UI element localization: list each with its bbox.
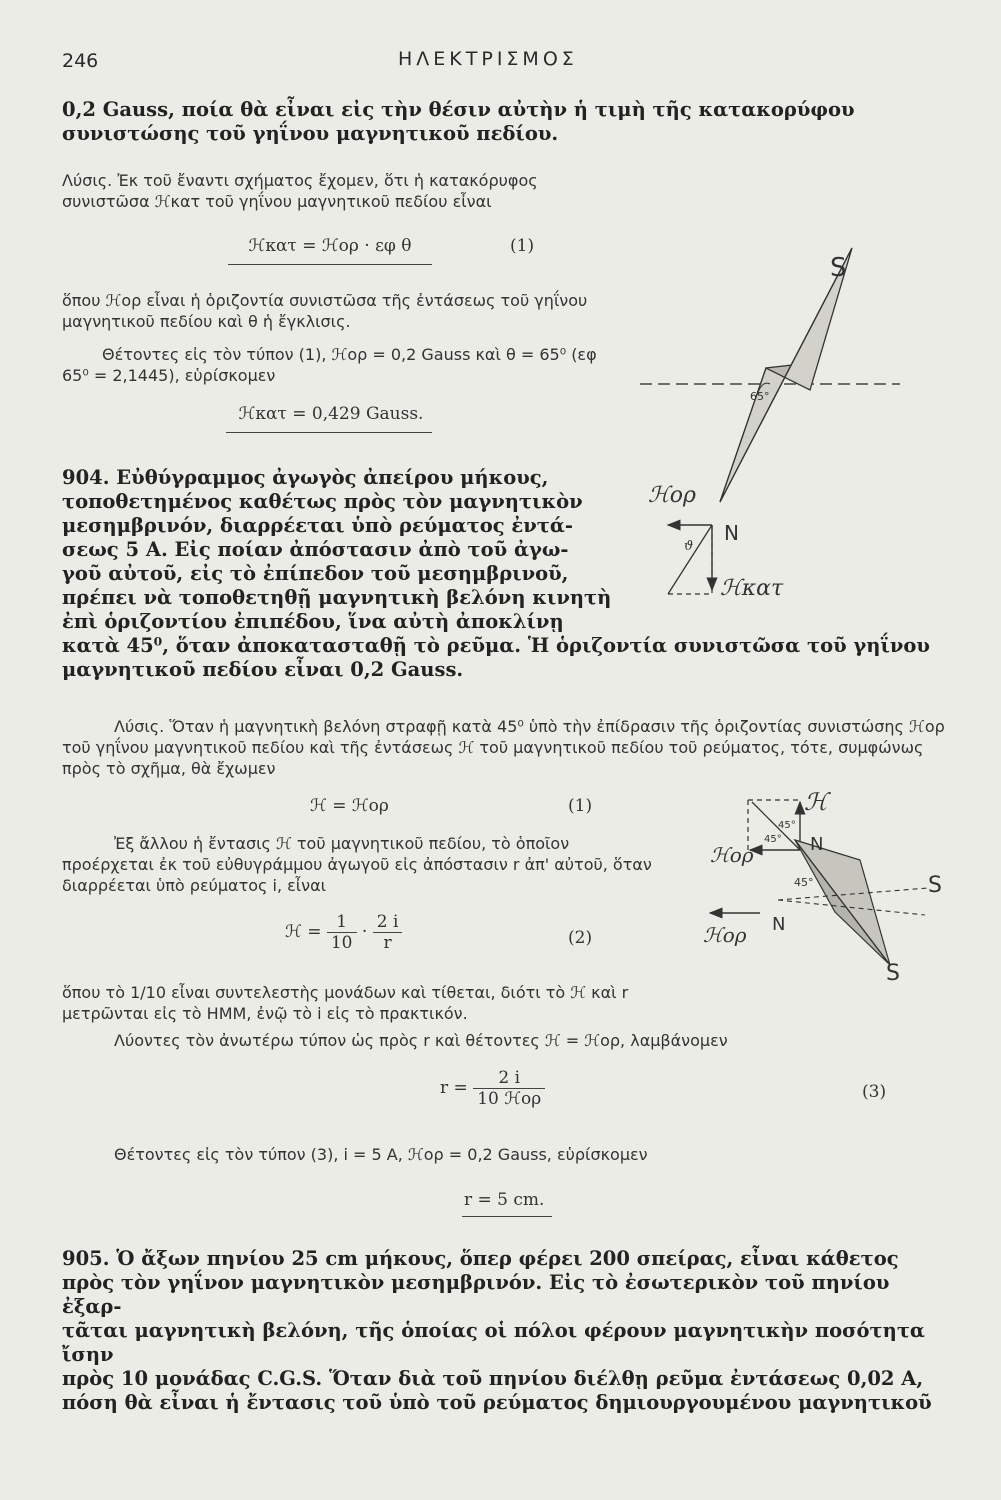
problem-904-line: κατὰ 45⁰, ὅταν ἀποκατασταθῇ τὸ ρεῦμα. Ἡ ὁριζοντία συνιστῶσα τοῦ γηΐνου — [62, 634, 930, 657]
intro-text: 0,2 Gauss, ποία θὰ εἶναι εἰς τὴν θέσιν αὐτὴν ἡ τιμὴ τῆς κατακορύφου συνιστώσης τοῦ γηΐνου μαγνητικοῦ πεδίου. — [62, 98, 855, 145]
fraction-2-denominator: r — [383, 933, 392, 953]
fig1-theta-label: ϑ — [684, 539, 694, 554]
equation-3-lhs: r = — [440, 1078, 468, 1098]
sol904-equation-1-number: (1) — [568, 796, 593, 816]
fig2-label-hor-top: ℋορ — [710, 843, 754, 867]
fraction-1-denominator: 10 — [330, 933, 353, 953]
sol904-equation-3-number: (3) — [862, 1082, 887, 1102]
fig1-angle-label: 65° — [750, 390, 770, 403]
problem-905-line: τᾶται μαγνητικὴ βελόνη, τῆς ὁποίας οἱ πόλοι φέρουν μαγνητικὴν ποσότητα ἴσην — [62, 1319, 925, 1366]
fig1-label-hor: ℋορ — [648, 483, 696, 508]
fraction-3-numerator: 2 i — [473, 1068, 545, 1089]
fig1-label-n: N — [724, 521, 739, 545]
problem-904-line: μεσημβρινόν, διαρρέεται ὑπὸ ρεύματος ἐντά- — [62, 514, 574, 537]
sol904-paragraph-1: Λύσις. Ὅταν ἡ μαγνητικὴ βελόνη στραφῇ κατὰ 45⁰ ὑπὸ τὴν ἐπίδρασιν τῆς ὁριζοντίας συνιστώσης ℋορ τοῦ γηΐνου μαγνητικοῦ πεδίου καὶ τῆς ἐντάσεως ℋ τοῦ μαγνητικοῦ πεδίου τοῦ ρεύματος, τότε, συμφώνως πρὸς τὸ σχῆμα, θὰ ἔχωμεν — [62, 717, 945, 778]
problem-904-line: ἐπὶ ὁριζοντίου ἐπιπέδου, ἵνα αὐτὴ ἀποκλίνῃ — [62, 610, 564, 633]
sol904-result: r = 5 cm. — [464, 1190, 545, 1210]
sol903-paragraph-2: ὅπου ℋορ εἶναι ἡ ὁριζοντία συνιστῶσα τῆς ἐντάσεως τοῦ γηΐνου μαγνητικοῦ πεδίου καὶ θ ἡ ἔγκλισις. — [62, 291, 588, 331]
problem-905 — [62, 1247, 952, 1415]
sol903-paragraph-3: Θέτοντες εἰς τὸν τύπον (1), ℋορ = 0,2 Gauss καὶ θ = 65⁰ (εφ 65⁰ = 2,1445), εὑρίσκομεν — [62, 345, 597, 385]
sol903-equation-1: ℋκατ = ℋορ · εφ θ — [248, 236, 412, 256]
fig2-label-hor-bottom: ℋορ — [703, 923, 747, 947]
sol904-paragraph-2: Ἐξ ἄλλου ἡ ἔντασις ℋ τοῦ μαγνητικοῦ πεδίου, τὸ ὁποῖον προέρχεται ἐκ τοῦ εὐθυγράμμου ἀγωγοῦ εἰς ἀπόστασιν r ἀπ' αὐτοῦ, ὅταν διαρρέεται ὑπὸ ρεύματος i, εἶναι — [62, 834, 652, 895]
sol903-result: ℋκατ = 0,429 Gauss. — [238, 404, 424, 424]
fig2-angle-c: 45° — [794, 876, 814, 889]
problem-904-line: τοποθετημένος καθέτως πρὸς τὸν μαγνητικὸν — [62, 490, 583, 513]
fig2-angle-b: 45° — [764, 834, 782, 845]
sol904-paragraph-3: ὅπου τὸ 1/10 εἶναι συντελεστὴς μονάδων καὶ τίθεται, διότι τὸ ℋ καὶ r μετρῶνται εἰς τὸ ΗΜΜ, ἐνῷ τὸ i εἰς τὸ πρακτικόν. — [62, 983, 629, 1023]
fig1-label-s: S — [830, 253, 847, 283]
sol904-equation-2-number: (2) — [568, 928, 593, 948]
result-underline — [226, 432, 432, 433]
sol903-paragraph-1: Λύσις. Ἐκ τοῦ ἔναντι σχήματος ἔχομεν, ὅτι ἡ κατακόρυφος συνιστῶσα ℋκατ τοῦ γηΐνου μαγνητικοῦ πεδίου εἶναι — [62, 171, 538, 211]
multiplication-dot: · — [361, 922, 368, 942]
sol904-paragraph-5: Θέτοντες εἰς τὸν τύπον (3), i = 5 A, ℋορ = 0,2 Gauss, εὑρίσκομεν — [114, 1145, 648, 1164]
problem-904-line: μαγνητικοῦ πεδίου εἶναι 0,2 Gauss. — [62, 658, 464, 681]
sol904-equation-2 — [285, 912, 402, 953]
fig2-label-s-right: S — [928, 873, 942, 898]
fig2-label-s-bottom: S — [886, 961, 900, 985]
running-title: ΗΛΕΚΤΡΙΣΜΟΣ — [398, 48, 578, 70]
fig2-label-n-top: N — [810, 834, 824, 855]
resultant-line — [668, 525, 712, 594]
figure-dip-needle — [640, 240, 910, 620]
problem-904-line: σεως 5 Α. Εἰς ποίαν ἀπόστασιν ἀπὸ τοῦ ἀγω- — [62, 538, 569, 561]
equation-2-lhs: ℋ = — [285, 922, 322, 942]
problem-904-line: γοῦ αὐτοῦ, εἰς τὸ ἐπίπεδον τοῦ μεσημβρινοῦ, — [62, 562, 569, 585]
fraction-3-denominator: 10 ℋορ — [477, 1089, 542, 1109]
problem-904-number: 904. — [62, 466, 110, 489]
result-underline — [462, 1216, 552, 1217]
problem-905-line: πρὸς 10 μονάδας C.G.S. Ὅταν διὰ τοῦ πηνίου διέλθῃ ρεῦμα ἐντάσεως 0,02 Α, — [62, 1367, 924, 1390]
problem-905-number: 905. — [62, 1247, 110, 1270]
fig2-label-h: ℋ — [804, 788, 828, 816]
figure-deflected-needle — [700, 780, 970, 985]
problem-904-line: Εὐθύγραμμος ἀγωγὸς ἀπείρου μήκους, — [116, 466, 549, 489]
equation-underline — [228, 264, 432, 265]
fig2-label-n-bottom: N — [772, 914, 786, 935]
fraction-2-numerator: 2 i — [373, 912, 403, 933]
sol904-equation-1: ℋ = ℋορ — [310, 796, 389, 816]
problem-905-line: Ὁ ἄξων πηνίου 25 cm μήκους, ὅπερ φέρει 200 σπείρας, εἶναι κάθετος — [116, 1247, 899, 1270]
page-number: 246 — [62, 50, 99, 72]
needle-axis — [720, 248, 852, 502]
problem-905-line: πόση θὰ εἶναι ἡ ἔντασις τοῦ ὑπὸ τοῦ ρεύματος δημιουργουμένου μαγνητικοῦ — [62, 1391, 932, 1414]
problem-904-line: πρέπει νὰ τοποθετηθῇ μαγνητικὴ βελόνη κινητὴ — [62, 586, 612, 609]
problem-905-line: πρὸς τὸν γηΐνον μαγνητικὸν μεσημβρινόν. Εἰς τὸ ἐσωτερικὸν τοῦ πηνίου ἐξαρ- — [62, 1271, 890, 1318]
sol904-paragraph-4: Λύοντες τὸν ἀνωτέρω τύπον ὡς πρὸς r καὶ θέτοντες ℋ = ℋορ, λαμβάνομεν — [114, 1031, 728, 1050]
sol904-equation-3 — [440, 1068, 545, 1109]
sol903-equation-1-number: (1) — [510, 236, 535, 256]
fraction-1-numerator: 1 — [327, 912, 357, 933]
fig1-label-hkat: ℋκατ — [720, 576, 784, 601]
fig2-angle-a: 45° — [778, 820, 796, 831]
